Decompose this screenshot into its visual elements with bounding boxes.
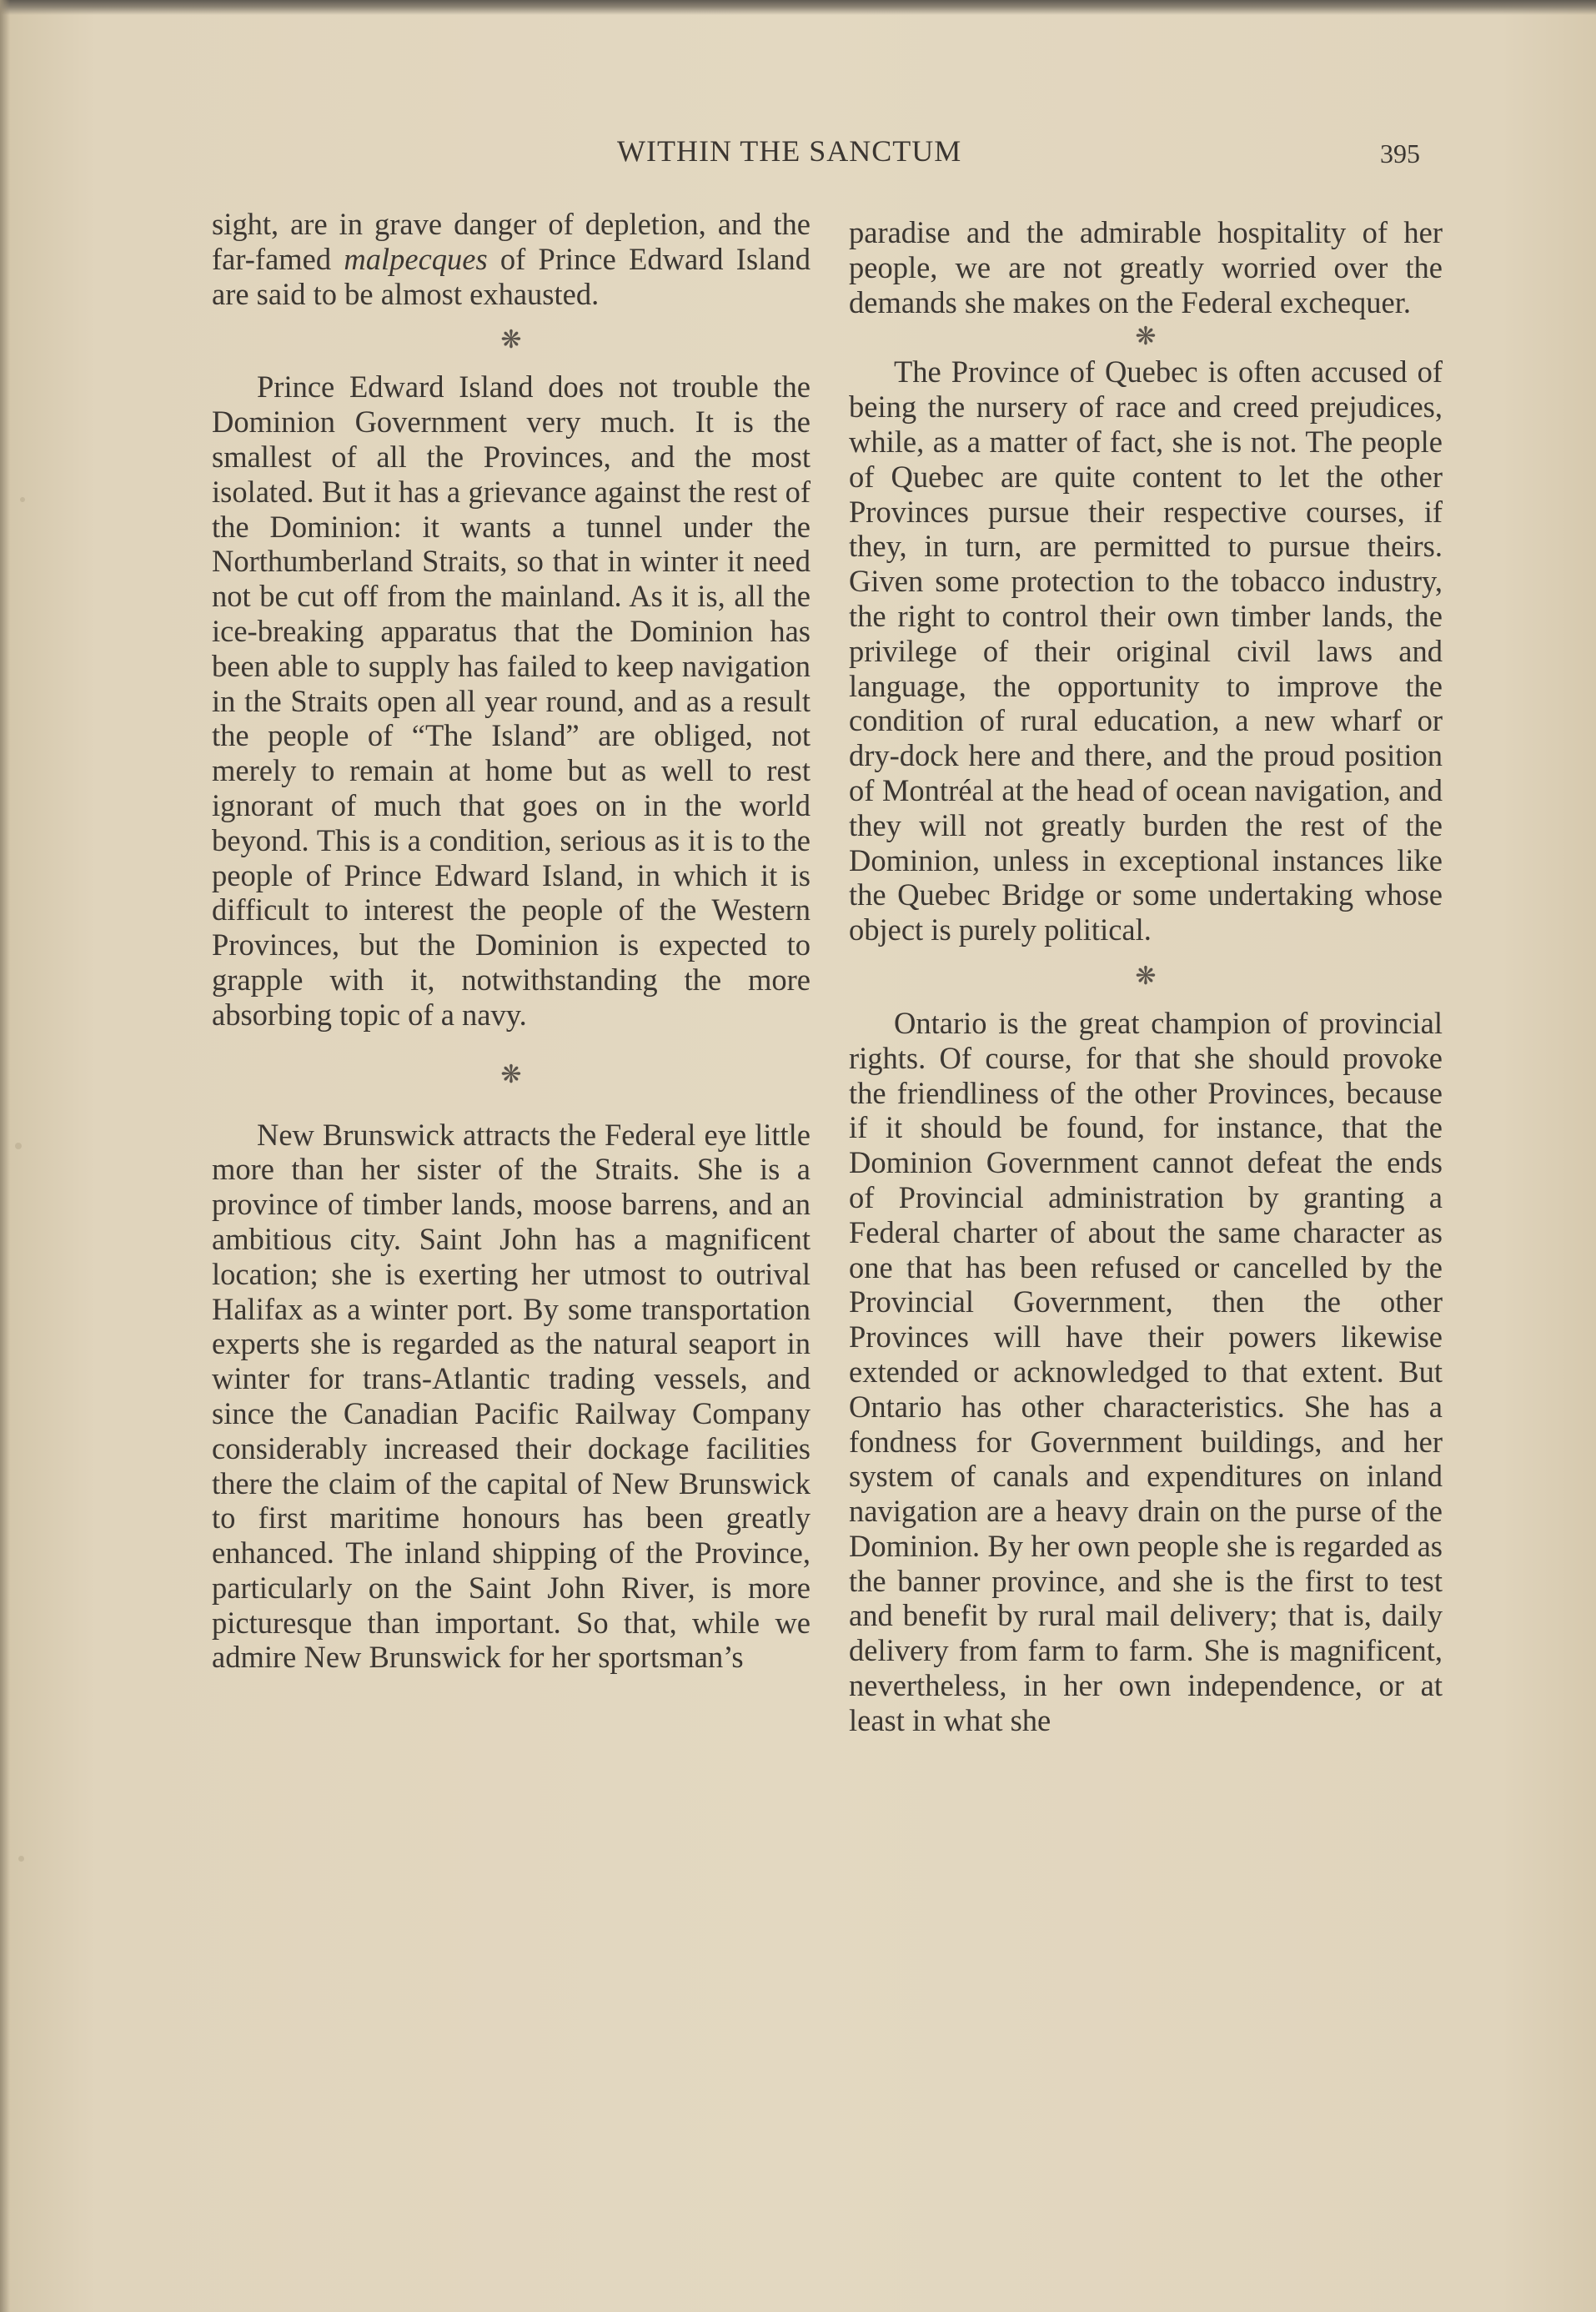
right-paragraph-1: paradise and the admirable hospitality of her people, we are not greatly worried over the demands she makes on the Federal exchequer.: [849, 215, 1443, 319]
left-paragraph-1: sight, are in grave danger of depletion, and the far-famed malpecques of Prince Edward Island are said to be almost exhausted.: [212, 207, 811, 311]
paper-spot: [18, 1856, 24, 1862]
section-ornament: ❋: [500, 326, 522, 354]
section-ornament: ❋: [1135, 323, 1157, 351]
page-number: 395: [1380, 138, 1420, 168]
right-paragraph-3: Ontario is the great champion of provincial rights. Of course, for that she should provoke the friendliness of the other Provinces, because if it should be found, for instance, that the Dominion Government cannot defeat the ends of Provincial administration by granting a Federal charter of about the same character as one that has been refused or cancelled by the Provincial Government, then the other Provinces will have their powers likewise extended or acknowledged to that extent. But Ontario has other characteristics. She has a fondness for Government buildings, and her system of canals and expenditures on inland navigation are a heavy drain on the purse of the Dominion. By her own people she is regarded as the banner province, and she is the first to test and benefit by rural mail delivery; that is, daily delivery from farm to farm. She is magnificent, nevertheless, in her own independence, or at least in what she: [849, 1005, 1443, 1737]
left-paragraph-2: Prince Edward Island does not trouble the Dominion Government very much. It is the smallest of all the Provinces, and the most isolated. But it has a grievance against the rest of the Dominion: it wants a tunnel under the Northumberland Straits, so that in winter it need not be cut off from the mainland. As it is, all the ice-breaking apparatus that the Dominion has been able to supply has failed to keep navigation in the Straits open all year round, and as a result the people of “The Island” are obliged, not merely to remain at home but as well to rest ignorant of much that goes on in the world beyond. This is a condition, serious as it is to the people of Prince Edward Island, in which it is difficult to interest the people of the Western Provinces, but the Dominion is expected to grapple with it, notwithstanding the more absorbing topic of a navy.: [212, 369, 811, 1032]
scan-top-edge: [0, 0, 1596, 15]
paper-spot: [20, 497, 25, 502]
section-ornament: ❋: [500, 1060, 522, 1088]
left-column: [212, 207, 811, 1675]
scan-left-edge: [0, 0, 10, 2312]
left-paragraph-3: New Brunswick attracts the Federal eye little more than her sister of the Straits. She is a province of timber lands, moose barrens, and an ambitious city. Saint John has a magnificent location; she is exerting her utmost to outrival Halifax as a winter port. By some transportation experts she is regarded as the natural seaport in winter for trans-Atlantic trading vessels, and since the Canadian Pacific Railway Company considerably increased their dockage facilities there the claim of the capital of New Brunswick to first maritime honours has been greatly enhanced. The inland shipping of the Province, particularly on the Saint John River, is more picturesque than important. So that, while we admire New Brunswick for her sportsman’s: [212, 1117, 811, 1675]
running-title: WITHIN THE SANCTUM: [617, 134, 962, 168]
running-head: [0, 133, 1596, 183]
right-column: [849, 215, 1443, 1738]
malpecques-italic: malpecques: [344, 241, 488, 276]
paper-spot: [15, 1143, 22, 1149]
section-ornament: ❋: [1135, 962, 1157, 990]
right-paragraph-2: The Province of Quebec is often accused of being the nursery of race and creed prejudices, while, as a matter of fact, she is not. The people of Quebec are quite content to let the other Provinces pursue their respective courses, if they, in turn, are permitted to pursue theirs. Given some protection to the tobacco industry, the right to control their own timber lands, the privilege of their original civil laws and language, the opportunity to improve the condition of rural education, a new wharf or dry-dock here and there, and the proud position of Montréal at the head of ocean navigation, and they will not greatly burden the rest of the Dominion, unless in exceptional instances like the Quebec Bridge or some undertaking whose object is purely political.: [849, 354, 1443, 947]
